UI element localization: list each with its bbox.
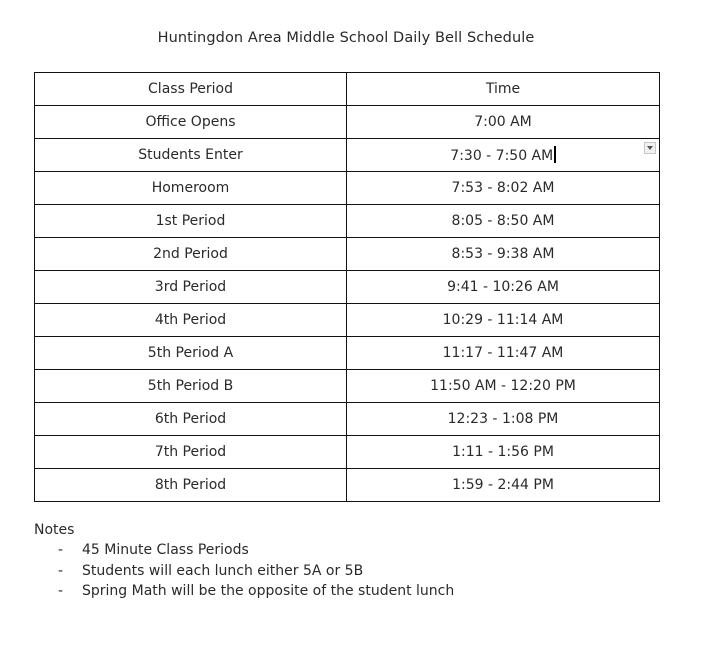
table-header-row [35,73,660,106]
time-cell-text[interactable]: 7:30 - 7:50 AM [450,148,554,164]
period-cell[interactable]: 1st Period [35,205,347,238]
period-cell[interactable]: 7th Period [35,436,347,469]
notes-heading: Notes [34,522,75,538]
bullet-dash: - [58,542,64,558]
notes-list-item [34,540,454,561]
table-row [35,271,660,304]
bullet-dash: - [58,583,64,599]
time-cell[interactable]: 8:53 - 9:38 AM [347,238,660,271]
time-cell[interactable]: 7:00 AM [347,106,660,139]
table-row [35,469,660,502]
dropdown-arrow-icon[interactable] [644,142,656,154]
header-class-period[interactable]: Class Period [35,73,347,106]
period-cell[interactable]: Students Enter [35,139,347,172]
table-row [35,403,660,436]
table-row [35,106,660,139]
note-text: 45 Minute Class Periods [82,542,249,558]
table-row [35,304,660,337]
table-row [35,436,660,469]
period-cell[interactable]: 3rd Period [35,271,347,304]
notes-list-item [34,581,454,602]
table-row [35,205,660,238]
time-cell[interactable]: 9:41 - 10:26 AM [347,271,660,304]
bell-schedule-table [34,72,660,502]
table-row [35,172,660,205]
table-row [35,238,660,271]
table-row [35,337,660,370]
time-cell[interactable]: 1:59 - 2:44 PM [347,469,660,502]
table-row [35,139,660,172]
document-title: Huntingdon Area Middle School Daily Bell Schedule [157,30,535,46]
table-row [35,370,660,403]
period-cell[interactable]: Homeroom [35,172,347,205]
notes-list-item [34,561,454,582]
period-cell[interactable]: 8th Period [35,469,347,502]
notes-list [34,540,454,602]
header-time[interactable]: Time [347,73,660,106]
notes-section [34,520,454,602]
time-cell[interactable]: 7:53 - 8:02 AM [347,172,660,205]
period-cell[interactable]: Office Opens [35,106,347,139]
time-cell[interactable]: 8:05 - 8:50 AM [347,205,660,238]
time-cell[interactable]: 12:23 - 1:08 PM [347,403,660,436]
period-cell[interactable]: 2nd Period [35,238,347,271]
time-cell[interactable]: 1:11 - 1:56 PM [347,436,660,469]
bullet-dash: - [58,562,64,579]
time-cell-active[interactable] [347,139,660,172]
time-cell[interactable]: 11:50 AM - 12:20 PM [347,370,660,403]
note-text: Spring Math will be the opposite of the student lunch [82,583,455,599]
period-cell[interactable]: 5th Period A [35,337,347,370]
time-cell[interactable]: 11:17 - 11:47 AM [347,337,660,370]
period-cell[interactable]: 4th Period [35,304,347,337]
period-cell[interactable]: 5th Period B [35,370,347,403]
text-cursor [554,146,556,163]
period-cell[interactable]: 6th Period [35,403,347,436]
note-text: Students will each lunch either 5A or 5B [82,562,364,579]
time-cell[interactable]: 10:29 - 11:14 AM [347,304,660,337]
